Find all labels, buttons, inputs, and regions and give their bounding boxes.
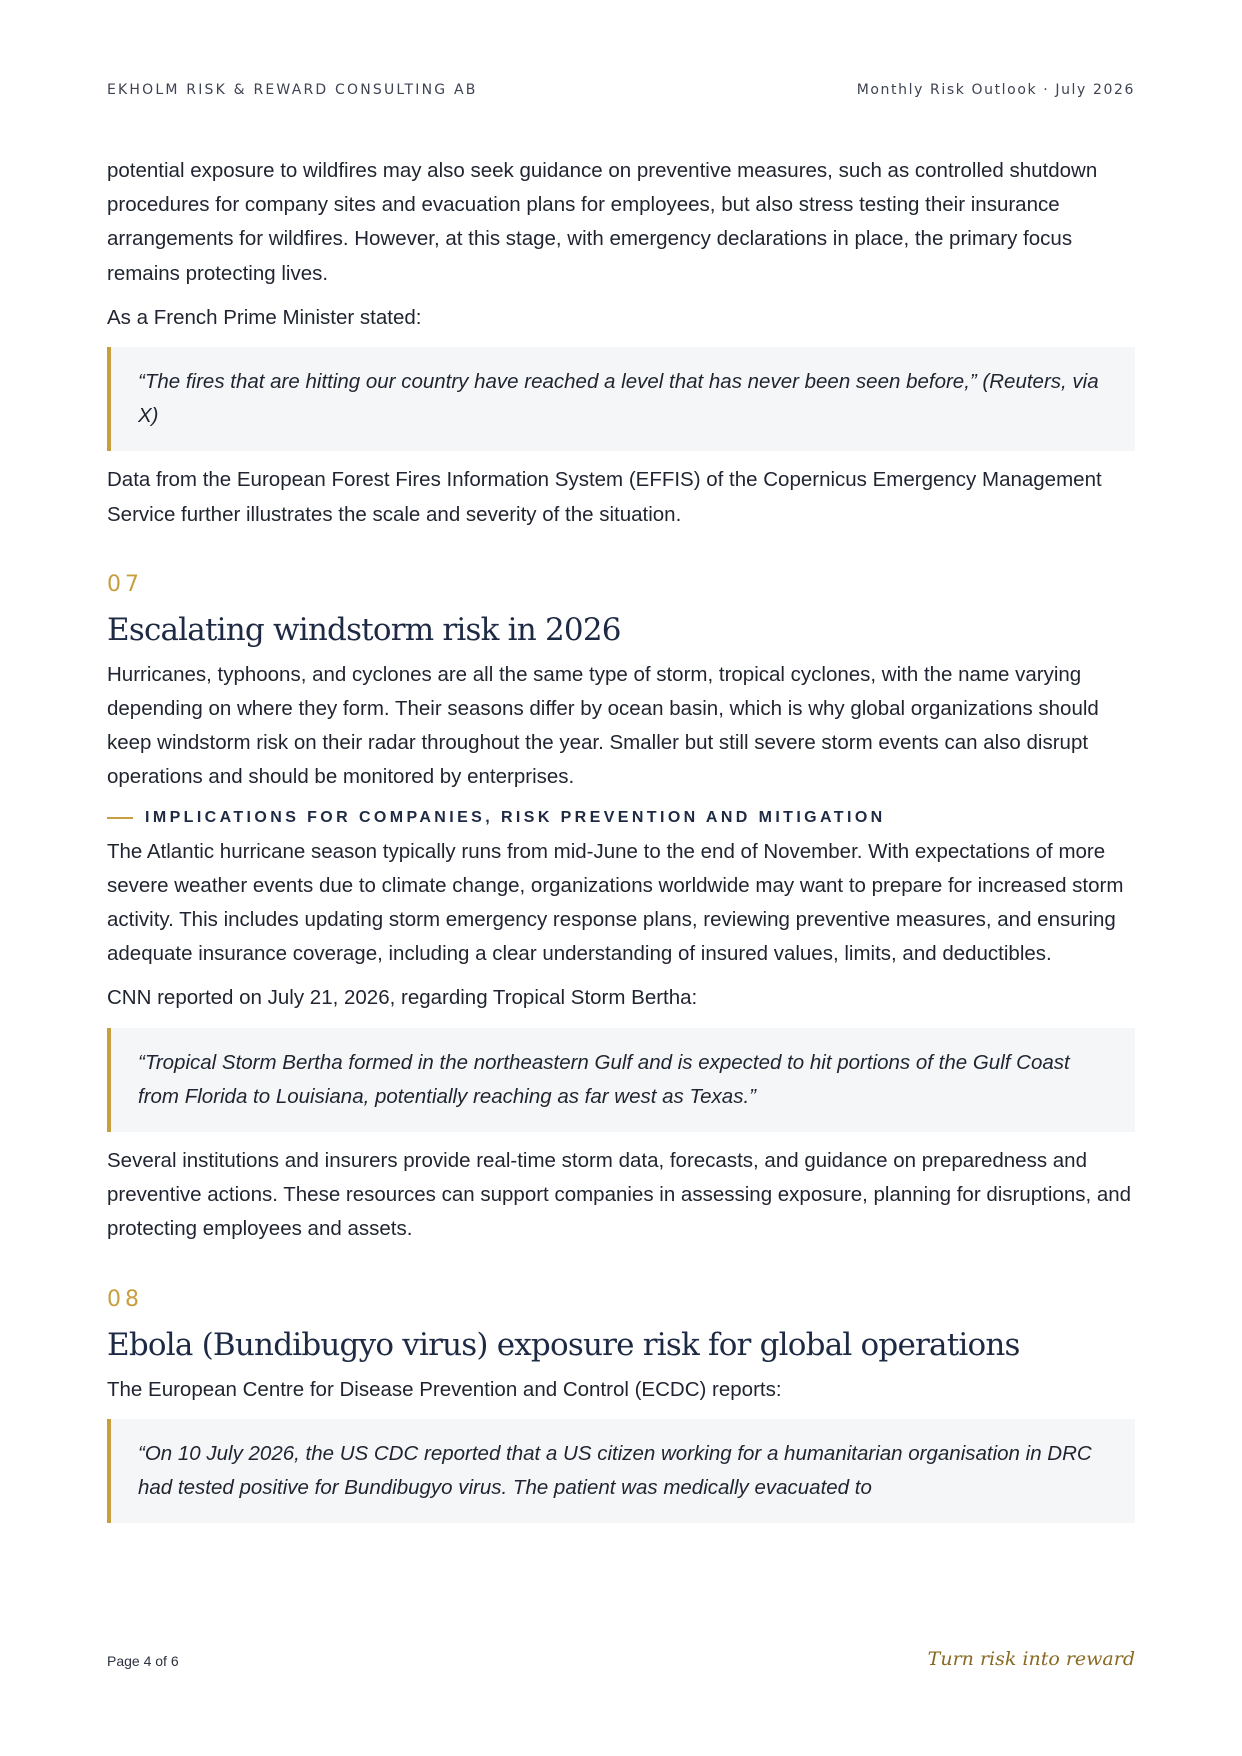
company-name: EKHOLM RISK & REWARD CONSULTING AB	[107, 82, 478, 98]
paragraph: As a French Prime Minister stated:	[107, 305, 422, 329]
accent-rule	[107, 817, 133, 819]
paragraph: The European Centre for Disease Prevention and Control (ECDC) reports:	[107, 1377, 782, 1401]
paragraph: The Atlantic hurricane season typically runs from mid-June to the end of November. With expectations of more severe weather events due to climate change, organizations worldwide may want to prepare for increased storm activity. This includes updating storm emergency response plans, reviewing preventive measures, and ensuring adequate insurance coverage, including a clear understanding of insured values, limits, and deductibles.	[107, 839, 1124, 966]
paragraph: Data from the European Forest Fires Information System (EFFIS) of the Copernicus Emergency Management Service further illustrates the scale and severity of the situation.	[107, 468, 1102, 526]
paragraph: CNN reported on July 21, 2026, regarding Tropical Storm Bertha:	[107, 986, 698, 1010]
paragraph: Several institutions and insurers provide real-time storm data, forecasts, and guidance on preparedness and preventive actions. These resources can support companies in assessing exposure, planning for disruptions, and protecting employees and assets.	[107, 1149, 1132, 1241]
paragraph: potential exposure to wildfires may also seek guidance on preventive measures, such as controlled shutdown procedures for company sites and evacuation plans for employees, but also stress testing their insurance arrangements for wildfires. However, at this stage, with emergency declarations in place, the primary focus remains protecting lives.	[107, 159, 1098, 285]
section-number: 08	[107, 1286, 143, 1312]
blockquote: “Tropical Storm Bertha formed in the northeastern Gulf and is expected to hit portions of the Gulf Coast from Florida to Louisiana, potentially reaching as far west as Texas.”	[107, 1028, 1135, 1132]
section-number: 07	[107, 571, 143, 597]
section-title: Escalating windstorm risk in 2026	[107, 611, 621, 648]
implications-heading	[107, 807, 1135, 829]
page-number: Page 4 of 6	[107, 1653, 179, 1669]
main-content	[107, 154, 1135, 1523]
page-header	[107, 80, 1135, 100]
section-title: Ebola (Bundibugyo virus) exposure risk for global operations	[107, 1326, 1020, 1363]
blockquote: “On 10 July 2026, the US CDC reported that a US citizen working for a humanitarian organisation in DRC had tested positive for Bundibugyo virus. The patient was medically evacuated to	[107, 1419, 1135, 1523]
publication-title: Monthly Risk Outlook · July 2026	[856, 82, 1135, 98]
paragraph: Hurricanes, typhoons, and cyclones are all the same type of storm, tropical cyclones, with the name varying depending on where they form. Their seasons differ by ocean basin, which is why global organizations should keep windstorm risk on their radar throughout the year. Smaller but still severe storm events can also disrupt operations and should be monitored by enterprises.	[107, 662, 1099, 789]
blockquote: “The fires that are hitting our country have reached a level that has never been seen before,” (Reuters, via X)	[107, 347, 1135, 451]
implications-label: IMPLICATIONS FOR COMPANIES, RISK PREVENTION AND MITIGATION	[145, 808, 886, 826]
tagline: Turn risk into reward	[927, 1648, 1135, 1670]
